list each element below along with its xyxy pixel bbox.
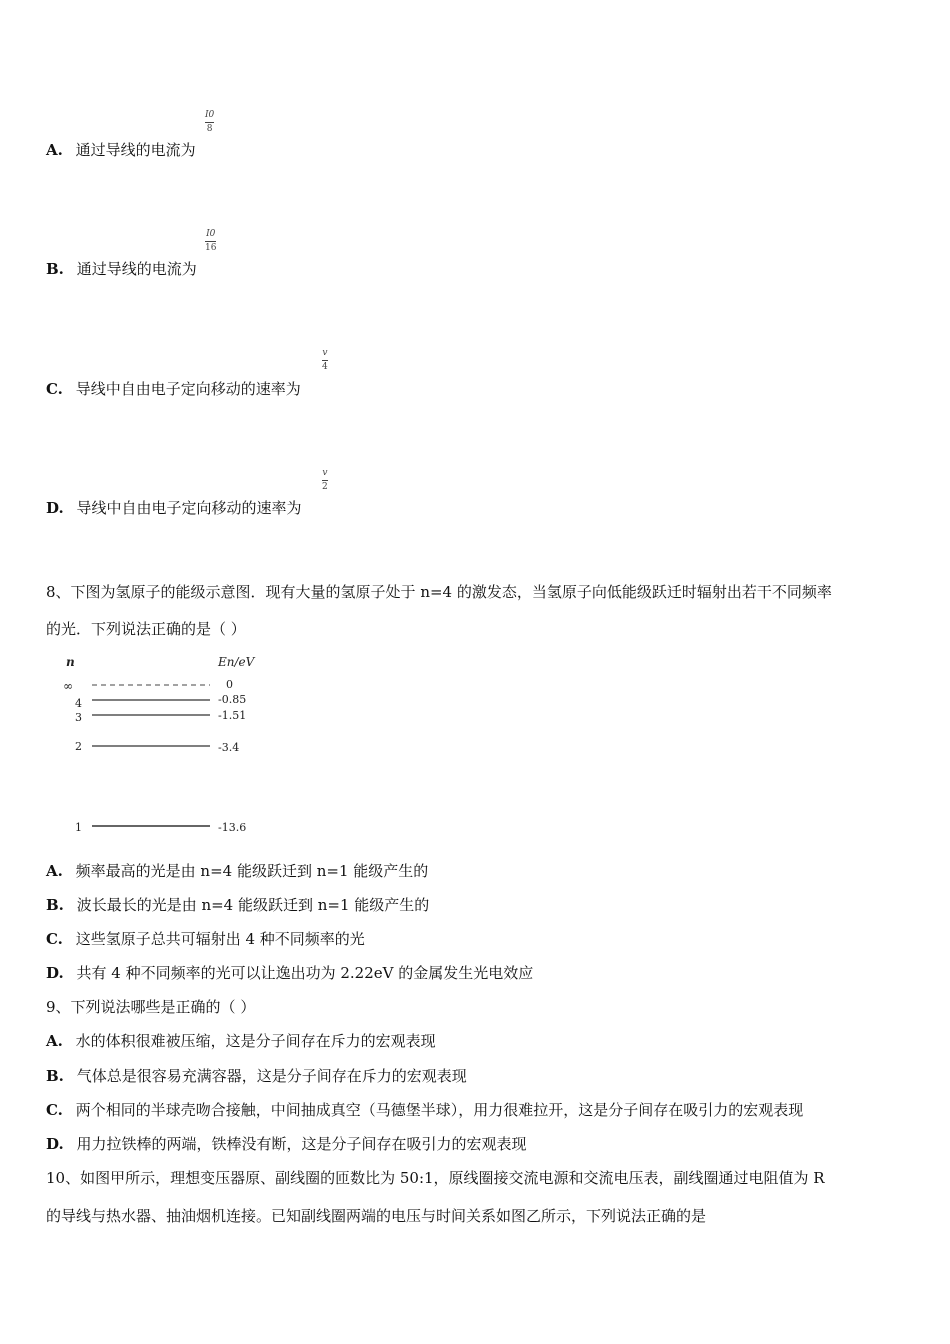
level-energy-label: -3.4 bbox=[218, 741, 240, 754]
energy-axis-header: En/eV bbox=[218, 655, 255, 669]
fraction-numerator: v bbox=[322, 348, 328, 358]
option-text: 气体总是很容易充满容器，这是分子间存在斥力的宏观表现 bbox=[76, 1067, 467, 1085]
q8-stem-line1: 8、下图为氢原子的能级示意图．现有大量的氢原子处于 n=4 的激发态，当氢原子向低能级跃迁时辐射出若干不同频率 bbox=[46, 583, 832, 601]
level-energy-label: -1.51 bbox=[218, 709, 247, 722]
option-text: 这些氢原子总共可辐射出 4 种不同频率的光 bbox=[75, 930, 365, 948]
option-text: 通过导线的电流为 bbox=[76, 260, 197, 278]
fraction-numerator: I0 bbox=[206, 229, 216, 239]
level-n-label: ∞ bbox=[63, 679, 73, 693]
option-b-prev bbox=[46, 259, 197, 279]
fraction-denominator: 16 bbox=[205, 243, 217, 253]
option-text: 用力拉铁棒的两端，铁棒没有断，这是分子间存在吸引力的宏观表现 bbox=[76, 1135, 527, 1153]
q8-option-b bbox=[46, 895, 429, 915]
q8-option-a bbox=[46, 861, 428, 881]
option-label: A. bbox=[46, 862, 63, 880]
option-label: D. bbox=[46, 499, 64, 517]
q9-option-d bbox=[46, 1134, 527, 1154]
option-text: 共有 4 种不同频率的光可以让逸出功为 2.22eV 的金属发生光电效应 bbox=[76, 964, 534, 982]
level-n-label: 4 bbox=[75, 697, 82, 710]
option-label: B. bbox=[46, 260, 64, 278]
q9-stem: 9、下列说法哪些是正确的（ ） bbox=[46, 998, 256, 1016]
option-text: 两个相同的半球壳吻合接触，中间抽成真空（马德堡半球），用力很难拉开，这是分子间存在吸引力的宏观表现 bbox=[75, 1101, 804, 1119]
option-label: C. bbox=[46, 1101, 63, 1119]
n-axis-header: n bbox=[66, 655, 75, 669]
fraction-denominator: 8 bbox=[206, 124, 213, 134]
q9-option-a bbox=[46, 1031, 436, 1051]
option-label: A. bbox=[46, 141, 63, 159]
option-d-prev bbox=[46, 498, 302, 518]
fraction-denominator: 4 bbox=[322, 362, 328, 372]
option-text: 导线中自由电子定向移动的速率为 bbox=[76, 499, 302, 517]
level-energy-label: -13.6 bbox=[218, 821, 247, 834]
q8-option-d bbox=[46, 963, 533, 983]
option-label: B. bbox=[46, 896, 64, 914]
option-label: D. bbox=[46, 964, 64, 982]
fraction-i0-over-16 bbox=[205, 229, 216, 254]
level-n-label: 2 bbox=[75, 740, 82, 753]
option-a-prev bbox=[46, 140, 196, 160]
fraction-numerator: v bbox=[322, 468, 328, 478]
q10-stem-line2: 的导线与热水器、抽油烟机连接。已知副线圈两端的电压与时间关系如图乙所示，下列说法正确的是 bbox=[46, 1207, 707, 1225]
fraction-v-over-2 bbox=[322, 468, 328, 493]
level-energy-label: 0 bbox=[226, 678, 233, 691]
fraction-v-over-4 bbox=[322, 348, 328, 373]
level-n-label: 1 bbox=[75, 821, 82, 834]
option-text: 波长最长的光是由 n=4 能级跃迁到 n=1 能级产生的 bbox=[76, 896, 430, 914]
option-text: 水的体积很难被压缩，这是分子间存在斥力的宏观表现 bbox=[75, 1032, 436, 1050]
q8-option-c bbox=[46, 929, 365, 949]
option-c-prev bbox=[46, 379, 301, 399]
option-text: 导线中自由电子定向移动的速率为 bbox=[75, 380, 301, 398]
option-text: 频率最高的光是由 n=4 能级跃迁到 n=1 能级产生的 bbox=[75, 862, 429, 880]
q8-stem-line2: 的光．下列说法正确的是（ ） bbox=[46, 620, 246, 638]
fraction-numerator: I0 bbox=[205, 110, 215, 120]
q9-option-c bbox=[46, 1100, 803, 1120]
level-energy-label: -0.85 bbox=[218, 693, 247, 706]
option-label: A. bbox=[46, 1032, 63, 1050]
option-label: D. bbox=[46, 1135, 64, 1153]
option-text: 通过导线的电流为 bbox=[75, 141, 196, 159]
option-label: C. bbox=[46, 930, 63, 948]
option-label: B. bbox=[46, 1067, 64, 1085]
energy-level-diagram bbox=[58, 650, 298, 840]
fraction-i0-over-8 bbox=[205, 110, 214, 135]
option-label: C. bbox=[46, 380, 63, 398]
q9-option-b bbox=[46, 1066, 467, 1086]
q10-stem-line1: 10、如图甲所示，理想变压器原、副线圈的匝数比为 50:1，原线圈接交流电源和交流电压表，副线圈通过电阻值为 R bbox=[46, 1169, 825, 1187]
level-n-label: 3 bbox=[75, 711, 82, 724]
fraction-denominator: 2 bbox=[322, 482, 328, 492]
